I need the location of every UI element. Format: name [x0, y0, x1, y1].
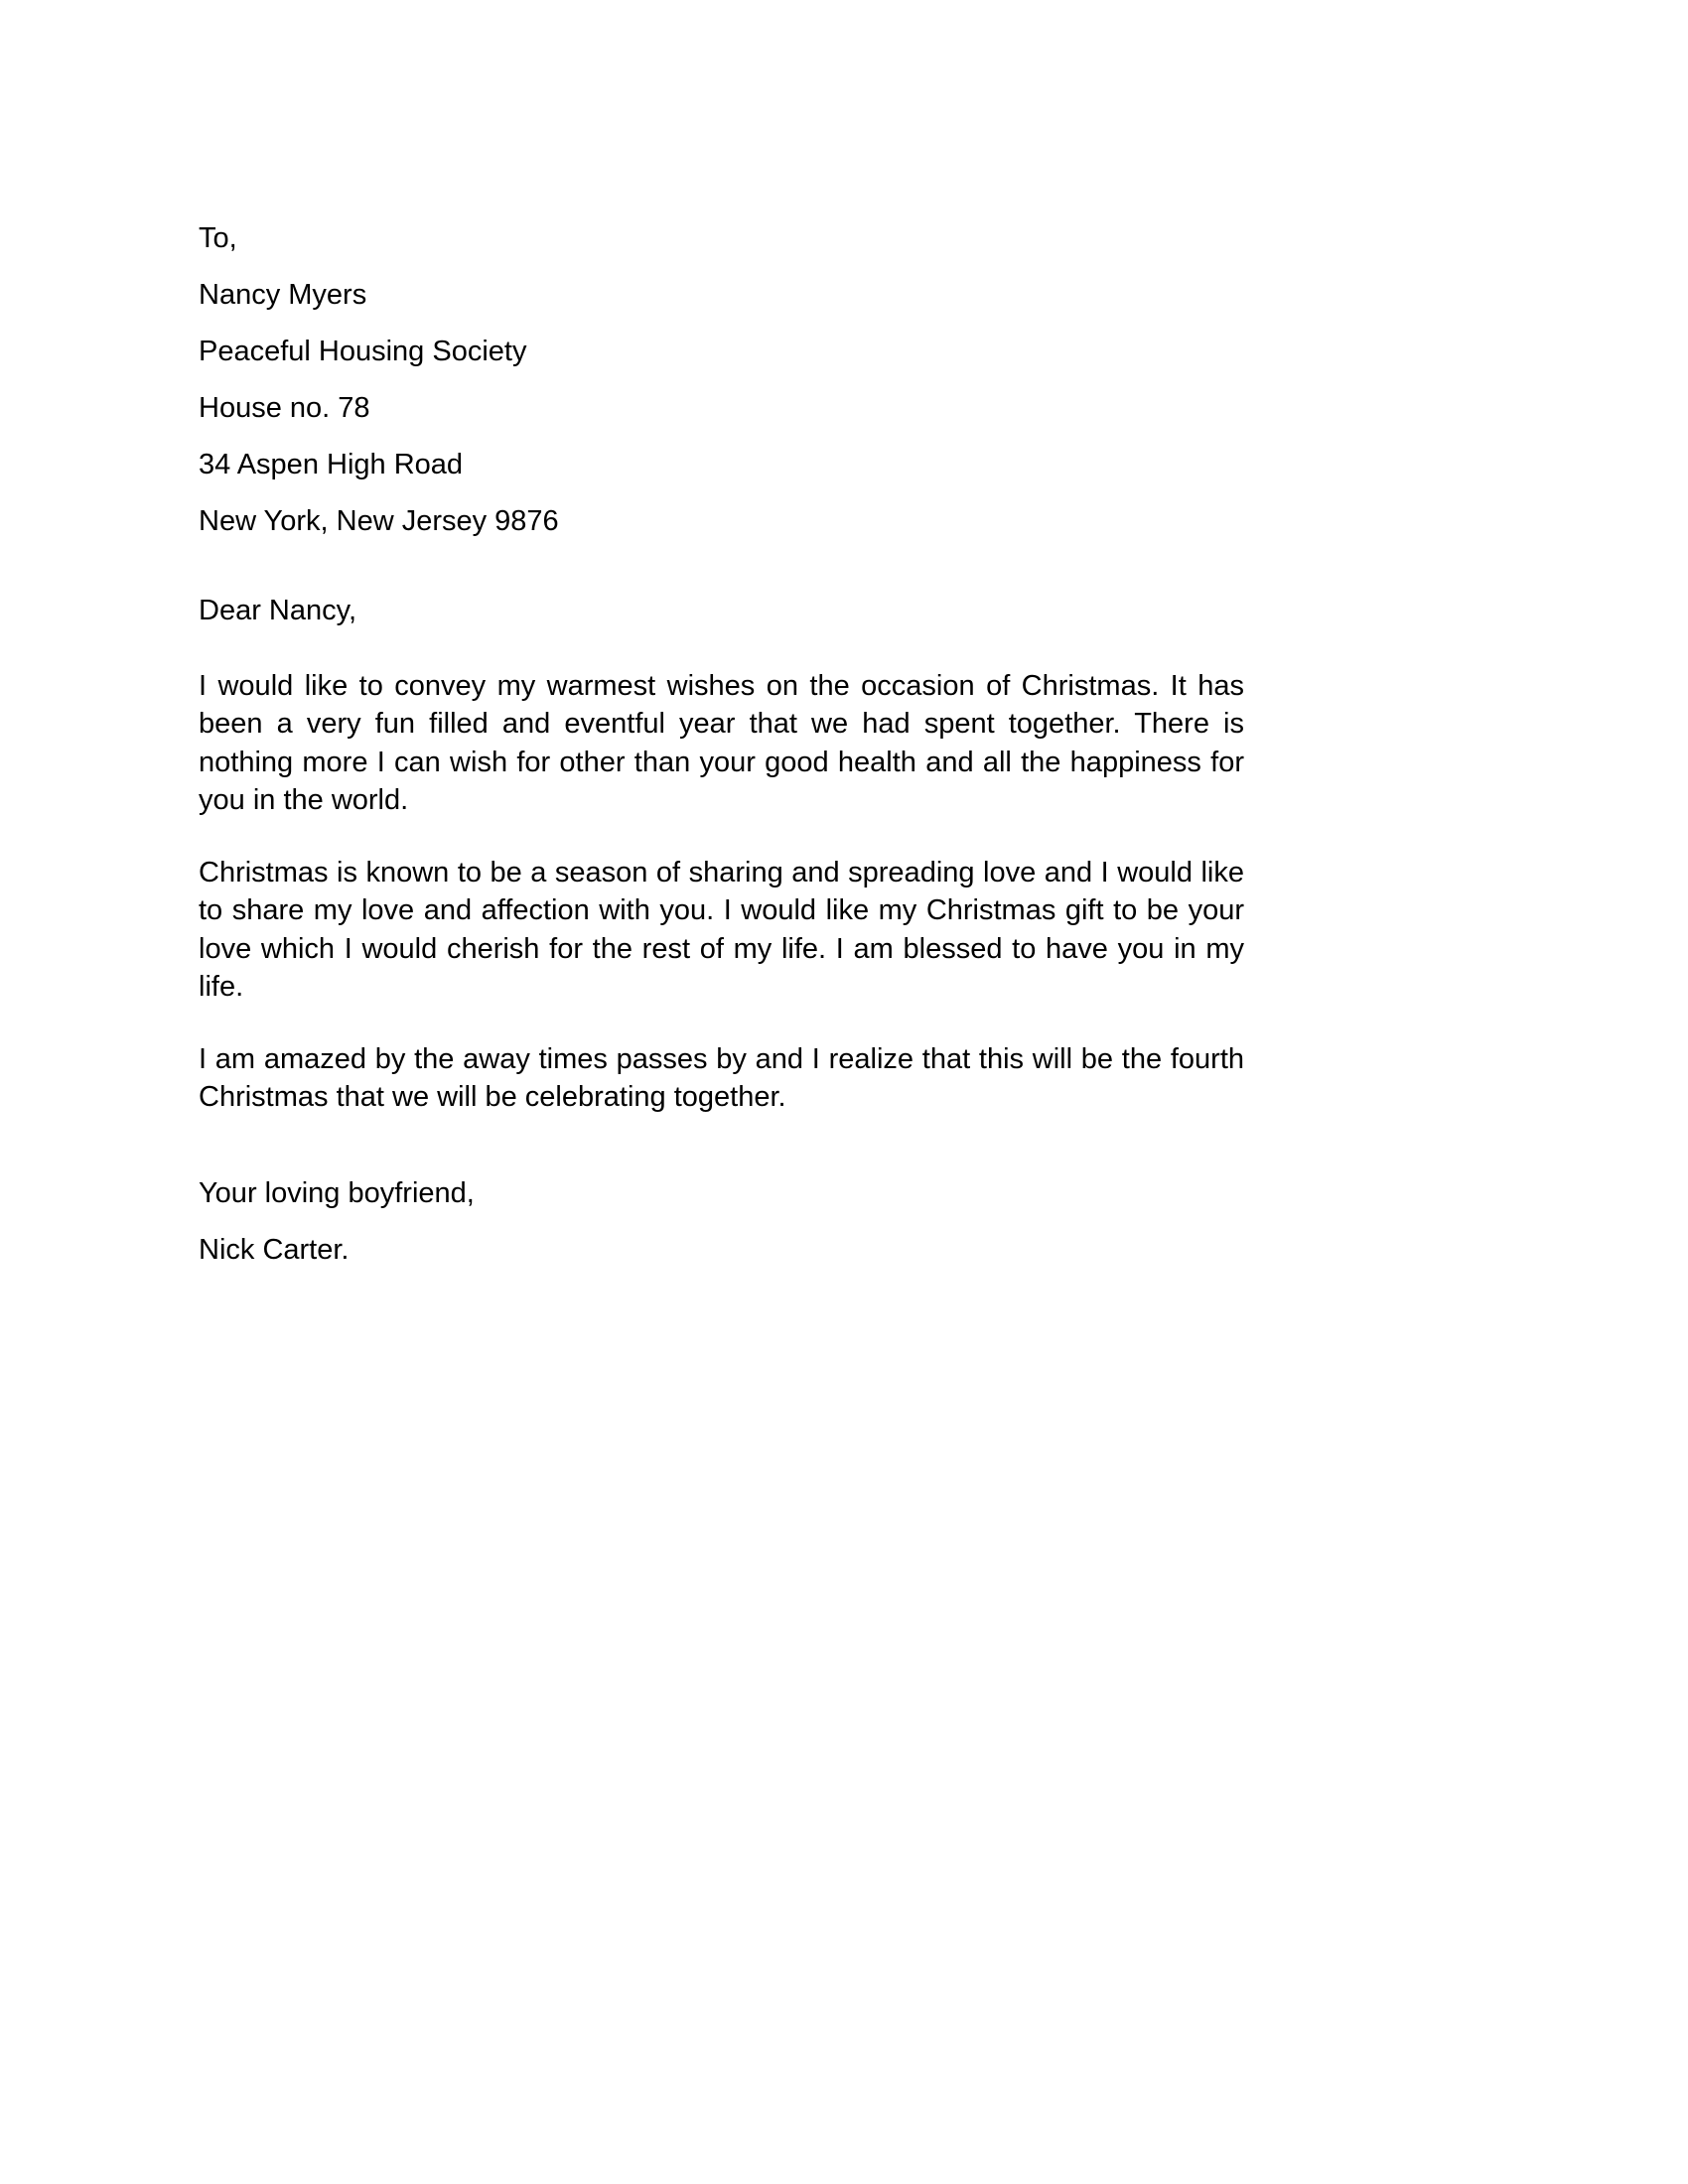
recipient-society: Peaceful Housing Society [199, 336, 527, 367]
body-paragraph-2: Christmas is known to be a season of sharing and spreading love and I would like to share my love and affection with you. I would like my Christmas gift to be your love which I would cherish for the rest of my life. I am blessed to have you in my life. [199, 857, 1244, 1004]
closing: Your loving boyfriend, [199, 1177, 475, 1209]
signature: Nick Carter. [199, 1234, 350, 1266]
recipient-street: 34 Aspen High Road [199, 449, 464, 480]
recipient-house: House no. 78 [199, 392, 370, 424]
body-paragraph-3: I am amazed by the away times passes by and I realize that this will be the fourth Christmas that we will be celebrating together. [199, 1043, 1244, 1114]
recipient-name: Nancy Myers [199, 279, 367, 311]
greeting: Dear Nancy, [199, 595, 357, 626]
to-label: To, [199, 222, 237, 254]
recipient-city: New York, New Jersey 9876 [199, 505, 559, 537]
body-paragraph-1: I would like to convey my warmest wishes on the occasion of Christmas. It has been a very fun filled and eventful year that we had spent together. There is nothing more I can wish for other than your good health and all the happiness for you in the world. [199, 670, 1244, 817]
